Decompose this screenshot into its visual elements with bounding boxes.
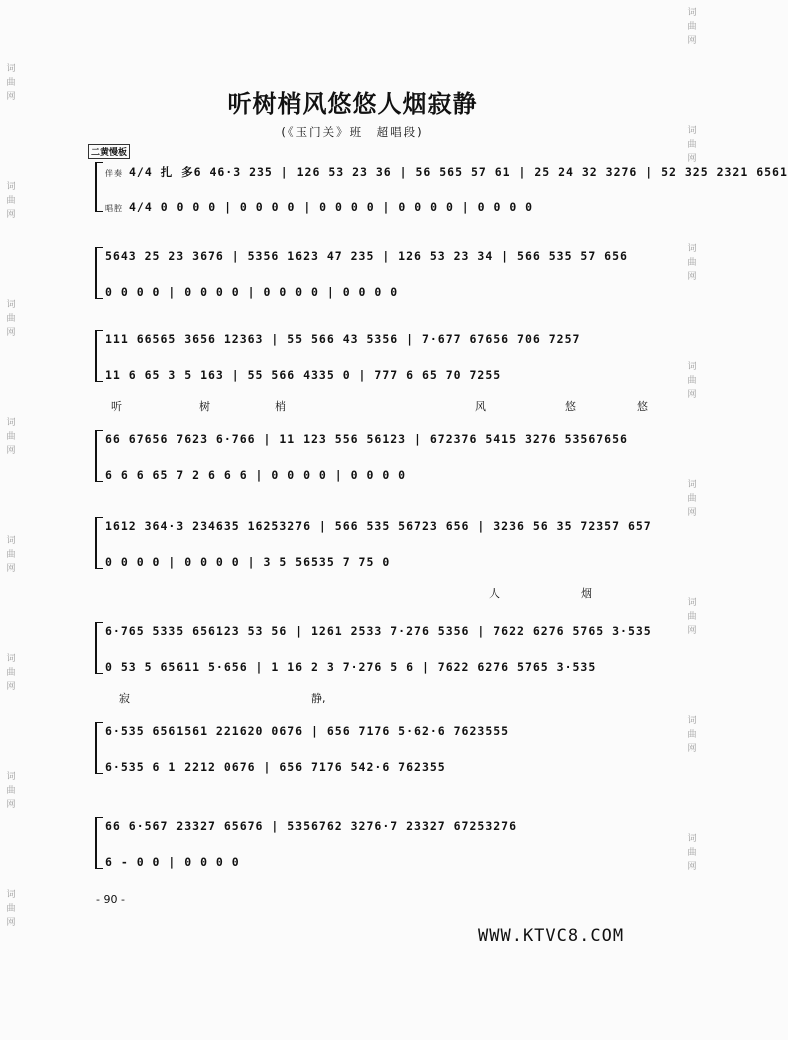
vocal-notes: 6·535 6 1 2212 0676 | 656 7176 542·6 762355 [105, 760, 446, 774]
tempo-marking: 二黄慢板 [88, 144, 130, 159]
watermark-glyph: 网 [687, 36, 697, 46]
system-bracket [95, 817, 103, 869]
accompaniment-label: 伴奏 [105, 169, 123, 178]
score-system [95, 515, 655, 605]
watermark-glyph: 曲 [6, 196, 16, 206]
watermark-glyph: 网 [6, 446, 16, 456]
page-title: 听树梢风悠悠人烟寂静 [227, 90, 478, 118]
lyric-syllable: 树 [199, 400, 210, 413]
vocal-notes: 4/4 0 0 0 0 | 0 0 0 0 | 0 0 0 0 | 0 0 0 0 | 0 0 0 0 [129, 200, 534, 214]
system-bracket [95, 330, 103, 382]
watermark-group [6, 652, 15, 694]
vocal-line [105, 468, 655, 488]
watermark-glyph: 词 [687, 598, 697, 608]
lyric-syllable: 听 [111, 400, 122, 413]
score-system [95, 815, 655, 885]
watermark-glyph: 词 [6, 300, 16, 310]
vocal-line [105, 660, 655, 680]
subtitle: (《玉门关》班 超唱段) [281, 125, 424, 139]
watermark-glyph: 词 [6, 654, 16, 664]
system-bracket [95, 247, 103, 299]
lyrics-line [103, 585, 655, 601]
system-bracket [95, 517, 103, 569]
score-system [95, 160, 788, 220]
watermark-glyph: 曲 [6, 78, 16, 88]
accompaniment-notes: 111 66565 3656 12363 | 55 566 43 5356 | 7·677 67656 706 7257 [105, 332, 581, 346]
watermark-glyph: 词 [6, 536, 16, 546]
watermark-glyph: 曲 [6, 432, 16, 442]
lyric-syllable: 梢 [275, 400, 286, 413]
accompaniment-notes: 6·535 6561561 221620 0676 | 656 7176 5·62·6 7623555 [105, 724, 510, 738]
watermark-glyph: 曲 [687, 22, 697, 32]
vocal-notes: 11 6 65 3 5 163 | 55 566 4335 0 | 777 6 65 70 7255 [105, 368, 502, 382]
watermark-glyph: 词 [6, 182, 16, 192]
vocal-notes: 0 53 5 65611 5·656 | 1 16 2 3 7·276 5 6 | 7622 6276 5765 3·535 [105, 660, 597, 674]
accompaniment-notes: 4/4 扎 多6 46·3 235 | 126 53 23 36 | 56 565 57 61 | 25 24 32 3276 | 52 325 2321 6561 [129, 165, 788, 179]
vocal-line [105, 855, 655, 875]
watermark-group [6, 770, 15, 812]
lyric-syllable: 风 [475, 400, 486, 413]
watermark-glyph: 曲 [6, 786, 16, 796]
score-system [95, 428, 655, 498]
watermark-glyph: 曲 [687, 730, 697, 740]
lyric-syllable: 静, [311, 692, 326, 705]
system-bracket [95, 430, 103, 482]
watermark-group [687, 596, 696, 638]
accompaniment-notes: 66 67656 7623 6·766 | 11 123 556 56123 | 672376 5415 3276 53567656 [105, 432, 628, 446]
watermark-group [687, 478, 696, 520]
watermark-glyph: 网 [6, 92, 16, 102]
accompaniment-line [105, 819, 655, 839]
watermark-glyph: 网 [687, 744, 697, 754]
watermark-glyph: 词 [687, 362, 697, 372]
accompaniment-line [105, 724, 655, 744]
watermark-glyph: 网 [6, 918, 16, 928]
score-system [95, 245, 655, 305]
watermark-group [6, 180, 15, 222]
watermark-glyph: 词 [6, 772, 16, 782]
vocal-line [105, 200, 655, 220]
left-watermark-column [3, 0, 19, 1040]
watermark-glyph: 网 [687, 862, 697, 872]
watermark-glyph: 曲 [687, 376, 697, 386]
score-system [95, 620, 655, 705]
watermark-group [687, 832, 696, 874]
system-bracket [95, 722, 103, 774]
watermark-glyph: 词 [687, 8, 697, 18]
watermark-glyph: 曲 [6, 314, 16, 324]
watermark-glyph: 网 [6, 682, 16, 692]
system-bracket [95, 162, 103, 212]
watermark-group [6, 298, 15, 340]
lyric-syllable: 烟 [581, 587, 592, 600]
watermark-glyph: 网 [687, 154, 697, 164]
lyrics-line [103, 398, 655, 414]
watermark-glyph: 网 [6, 328, 16, 338]
watermark-glyph: 词 [6, 64, 16, 74]
lyric-syllable: 悠 [637, 400, 648, 413]
watermark-glyph: 网 [687, 390, 697, 400]
watermark-glyph: 网 [6, 564, 16, 574]
vocal-line [105, 285, 655, 305]
watermark-group [6, 888, 15, 930]
accompaniment-line [105, 164, 788, 184]
accompaniment-line [105, 624, 655, 644]
vocal-notes: 0 0 0 0 | 0 0 0 0 | 3 5 56535 7 75 0 [105, 555, 391, 569]
vocal-line [105, 555, 655, 575]
vocal-notes: 6 - 0 0 | 0 0 0 0 [105, 855, 240, 869]
watermark-glyph: 网 [687, 626, 697, 636]
watermark-glyph: 曲 [6, 550, 16, 560]
watermark-glyph: 词 [687, 834, 697, 844]
watermark-glyph: 网 [6, 800, 16, 810]
watermark-glyph: 曲 [687, 848, 697, 858]
accompaniment-notes: 6·765 5335 656123 53 56 | 1261 2533 7·276 5356 | 7622 6276 5765 3·535 [105, 624, 652, 638]
score-system [95, 720, 655, 795]
lyric-syllable: 寂 [119, 692, 130, 705]
lyric-syllable: 人 [489, 587, 500, 600]
right-watermark-column [684, 0, 700, 984]
watermark-group [687, 360, 696, 402]
accompaniment-notes: 66 6·567 23327 65676 | 5356762 3276·7 23327 67253276 [105, 819, 518, 833]
vocal-line [105, 368, 655, 388]
accompaniment-notes: 5643 25 23 3676 | 5356 1623 47 235 | 126 53 23 34 | 566 535 57 656 [105, 249, 628, 263]
watermark-glyph: 曲 [6, 668, 16, 678]
accompaniment-line [105, 519, 655, 539]
watermark-glyph: 曲 [6, 904, 16, 914]
watermark-glyph: 曲 [687, 612, 697, 622]
vocal-notes: 6 6 6 65 7 2 6 6 6 | 0 0 0 0 | 0 0 0 0 [105, 468, 407, 482]
lyrics-line [103, 690, 655, 706]
watermark-glyph: 曲 [687, 494, 697, 504]
watermark-group [6, 534, 15, 576]
watermark-group [687, 714, 696, 756]
watermark-group [6, 416, 15, 458]
watermark-group [687, 242, 696, 284]
watermark-glyph: 网 [687, 508, 697, 518]
watermark-glyph: 词 [687, 244, 697, 254]
watermark-glyph: 词 [6, 418, 16, 428]
watermark-glyph: 曲 [687, 258, 697, 268]
footer-url: WWW.KTVC8.COM [478, 926, 625, 946]
watermark-glyph: 词 [687, 480, 697, 490]
watermark-glyph: 词 [687, 716, 697, 726]
watermark-glyph: 网 [687, 272, 697, 282]
accompaniment-line [105, 332, 655, 352]
score-system [95, 328, 655, 418]
watermark-glyph: 词 [6, 890, 16, 900]
lyric-syllable: 悠 [565, 400, 576, 413]
watermark-group [687, 6, 696, 48]
watermark-glyph: 网 [6, 210, 16, 220]
vocal-line [105, 760, 655, 780]
accompaniment-line [105, 249, 655, 269]
watermark-glyph: 曲 [687, 140, 697, 150]
accompaniment-line [105, 432, 655, 452]
accompaniment-notes: 1612 364·3 234635 16253276 | 566 535 56723 656 | 3236 56 35 72357 657 [105, 519, 652, 533]
vocal-notes: 0 0 0 0 | 0 0 0 0 | 0 0 0 0 | 0 0 0 0 [105, 285, 399, 299]
watermark-glyph: 词 [687, 126, 697, 136]
vocal-label: 唱腔 [105, 204, 123, 213]
page-number: - 90 - [96, 893, 125, 906]
system-bracket [95, 622, 103, 674]
